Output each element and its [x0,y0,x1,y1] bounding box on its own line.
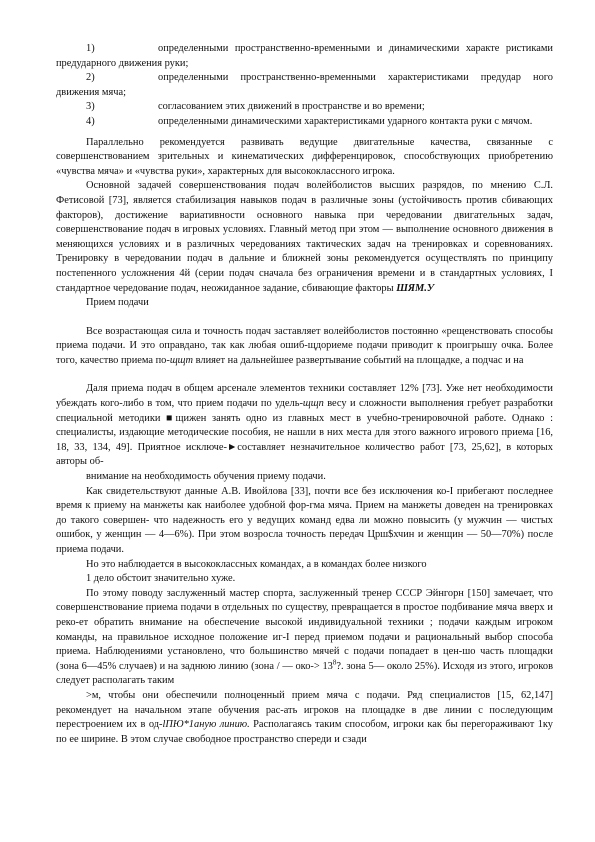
paragraph-text: влияет на дальнейшее развертывание событий на площадке, а подчас и на [193,354,524,366]
list-number: 3) [86,101,95,113]
paragraph-italic: щщп [302,398,324,410]
numbered-list [56,42,553,130]
paragraph [56,689,553,747]
paragraph-italic: lПЮ*1аную линию. [162,719,250,731]
paragraph: Но это наблюдается в высококлассных командах, а в командах более низкого [86,558,427,570]
list-item [56,100,553,115]
paragraph: Параллельно рекомендуется развивать ведущие двигательные качества, связанные с совершенствованием зрительных и кинематических дифференцировок, способствующих приобретению «чувства мяча» и «чувства руки», характерных для высококлассного игрока. [56,136,553,177]
paragraph [56,382,553,470]
list-item [56,71,553,100]
paragraph-text: весу и сложности выполнения гребует разработки специальной методики [56,398,553,424]
paragraph: 1 дело обстоит значительно хуже. [86,573,236,585]
paragraph-text: Располагаясь таким способом, игроки как бы перегораживают 1ку по ее ширине. В этом случае свободное пространство спереди и сзади [56,719,553,745]
paragraph-text: щижен занять одно из главных мест в учебно-тренировочной работе. Однако : специалисты, издающие методические пособия, не нашли в них места для этого важного игрового приема [16, 18, 33, 134, 49]. Приятное исключе-►составляет незначительное количество работ [73, 25,62], в которых авторы об- [56,412,553,468]
list-item [56,42,553,71]
superscript: 8 [332,658,337,667]
block-mark: ■ [166,412,176,424]
paragraph-italic: щщт [169,354,194,366]
paragraph [56,587,553,689]
paragraph [56,325,553,369]
list-text: определенными пространственно-временными характеристиками предудар ного движения мяча; [56,72,553,98]
paragraph-text: Все возрастающая сила и точность подач заставляет волейболистов постоянно «рещенствовать способы приема подачи. И это оправдано, так как любая ошиб-щдориеме подачи приводит к проигрышу очка. Более того, качество приема по- [56,325,553,366]
list-text: определенными пространственно-временными и динамическими характе ристиками предударного движения руки; [56,43,553,69]
list-number: 2) [86,72,95,84]
paragraph: внимание на необходимость обучения приему подачи. [86,471,326,483]
page-content [56,42,553,747]
list-text: согласованием этих движений в пространстве и во времени; [158,101,425,113]
paragraph-text: Основной задачей совершенствования подач волейболистов высших разрядов, по мнению С.Л. Фетисовой [73], является стабилизация навыков подач в различные зоны (устойчивость против сбивающих факторов), достижение вариативности основного навыка при чередовании двигательных задач, совершенствование подач в игровых условиях. Главный метод при этом — выполнение основного движения в меняющихся условиях и в различных чередованиях тактических задач на тренировках и соревнованиях. Тренировку в чередовании подач в дальние и ближней зоны рекомендуется осуществлять по принципу постепенного усложнения 4й (серии подач сначала без ограничения времени и в стандартных условиях, I стандартное чередование подач, неожиданное задание, сбивающие факторы [56,180,553,294]
paragraph-text: >м, чтобы они обеспечили полноценный прием мяча с подачи. Ряд специалистов [15, 62,147] рекомендует на начальном этапе обучения рас-ать игроков на площадке в две линии с последующим перестроением их в од- [56,689,553,731]
section-heading: Прием подачи [86,297,149,309]
paragraph-text: Даля приема подач в общем арсенале элементов техники составляет 12% [73]. Уже нет необходимости убеждать кого-либо в том, что прием подачи по удель- [56,383,553,410]
list-item [56,115,553,130]
list-number: 1) [86,43,95,54]
list-number: 4) [86,115,95,127]
paragraph: Как свидетельствуют данные А.В. Ивойлова [33], почти все без исключения ко-I прибегают последнее время к приему на манжеты как наиболее удобной фор-гма мяча. Прием на манжеты доведен на тренировках до такого совершен- что надежность его у ведущих команд едва ли можно повысить (у мужчин — чистых ошибок, у женщин — 4—6%). При этом возросла точность передач Црш$хчин и женщин — 50—70%) после приема подачи. [56,485,553,555]
paragraph [56,179,553,296]
paragraph-text: ?. зона 5— около 25%). Исходя из этого, игроков следует располагать таким [56,660,553,687]
paragraph-emphasis: ШЯМ.У [396,282,435,294]
list-text: определенными динамическими характеристиками ударного контакта руки с мячом. [158,115,533,127]
paragraph-text: По этому поводу заслуженный мастер спорта, заслуженный тренер СССР Эйнгорн [150] замечает, что совершенствование приема подачи в отдельных по существу, превращается в простое подбивание мяча вверх и реко-ет обратить внимание на обеспечение высокой индивидуальной техники ; подачи каждым игроком команды, на правильное исходное положение иг-I перед приемом подачи и рациональный выбор способа приема. Наблюдениями установлено, что большинство мячей с подачи попадает в цен-шо часть площадки (зона 6—45% случаев) и на заднюю линию (зона / — око-> 13 [56,587,553,672]
